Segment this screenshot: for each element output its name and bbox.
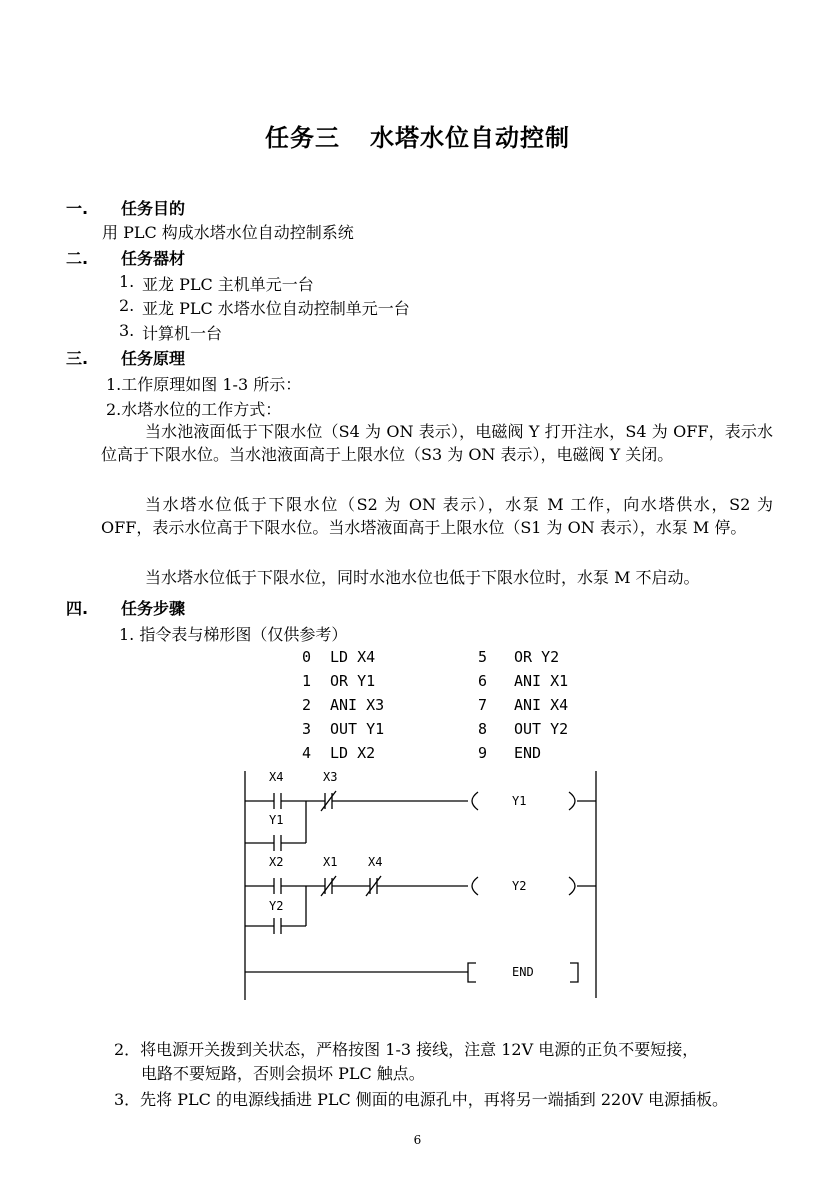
instruction-number: 7 — [478, 696, 488, 714]
page-number: 6 — [413, 1133, 422, 1147]
step3: 3．先将 PLC 的电源线插进 PLC 侧面的电源孔中，再将另一端插到 220V 电源插板。 — [114, 1090, 729, 1109]
list-item: 亚龙 PLC 水塔水位自动控制单元一台 — [142, 299, 410, 318]
coil-label-y1: Y1 — [512, 794, 527, 808]
principle-item1: 1.工作原理如图 1-3 所示： — [106, 375, 302, 394]
instruction-number: 2 — [302, 696, 312, 714]
principle-paragraph-3: 当水塔水位低于下限水位，同时水池水位也低于下限水位时，水泵 M 不启动。 — [145, 568, 700, 587]
instruction-op: OR Y1 — [330, 672, 376, 690]
instruction-number: 4 — [302, 744, 312, 762]
section1-number: 一. — [66, 199, 89, 218]
coil-label-y2: Y2 — [512, 879, 527, 893]
instruction-number: 3 — [302, 720, 312, 738]
step2-line1: 2．将电源开关拨到关状态，严格按图 1-3 接线，注意 12V 电源的正负不要短接， — [114, 1040, 699, 1059]
label-y1: Y1 — [269, 813, 284, 827]
instruction-number: 5 — [478, 648, 488, 666]
title-part1: 任务三 — [265, 124, 340, 152]
instruction-number: 9 — [478, 744, 488, 762]
label-y2: Y2 — [269, 899, 284, 913]
list-item-number: 2. — [119, 296, 135, 315]
principle-paragraph-2: 当水塔水位低于下限水位（S2 为 ON 表示），水泵 M 工作，向水塔供水，S2 为 OFF，表示水位高于下限水位。当水塔液面高于上限水位（S1 为 ON 表示），水泵 M 停。 — [101, 495, 773, 537]
section2-heading: 任务器材 — [121, 249, 186, 268]
instruction-number: 1 — [302, 672, 312, 690]
principle-item2: 2.水塔水位的工作方式： — [106, 400, 282, 419]
end-bracket-left — [468, 963, 476, 982]
instruction-op: LD X4 — [330, 648, 376, 666]
instruction-op: ANI X3 — [330, 696, 385, 714]
section4-heading: 任务步骤 — [121, 599, 186, 618]
section3-heading: 任务原理 — [121, 349, 186, 368]
list-item-number: 1. — [119, 272, 135, 291]
coil-y1-right — [569, 792, 575, 810]
instruction-op: ANI X4 — [514, 696, 569, 714]
section2-number: 二. — [66, 249, 89, 268]
label-x3: X3 — [323, 770, 338, 784]
coil-y2-left — [472, 877, 478, 895]
label-x1: X1 — [323, 855, 338, 869]
step1-heading: 1. 指令表与梯形图（仅供参考） — [119, 625, 348, 644]
instruction-op: OUT Y2 — [514, 720, 569, 738]
end-bracket-right — [570, 963, 578, 982]
instruction-op: END — [514, 744, 542, 762]
instruction-number: 8 — [478, 720, 488, 738]
coil-y1-left — [472, 792, 478, 810]
title-part2: 水塔水位自动控制 — [370, 124, 570, 152]
instruction-op: LD X2 — [330, 744, 376, 762]
list-item: 亚龙 PLC 主机单元一台 — [142, 275, 314, 294]
instruction-op: ANI X1 — [514, 672, 569, 690]
section1-heading: 任务目的 — [121, 199, 186, 218]
label-x4-r2: X4 — [368, 855, 383, 869]
principle-paragraph-1: 当水池液面低于下限水位（S4 为 ON 表示），电磁阀 Y 打开注水，S4 为 OFF，表示水位高于下限水位。当水池液面高于上限水位（S3 为 ON 表示），电磁阀 Y 关闭。 — [101, 422, 773, 464]
label-x4-r1: X4 — [269, 770, 284, 784]
instruction-number: 6 — [478, 672, 488, 690]
step2-line2: 电路不要短路，否则会损坏 PLC 触点。 — [141, 1064, 425, 1083]
section1-body: 用 PLC 构成水塔水位自动控制系统 — [102, 223, 354, 242]
label-x2: X2 — [269, 855, 284, 869]
list-item-number: 3. — [119, 321, 135, 340]
list-item: 计算机一台 — [142, 324, 223, 343]
coil-y2-right — [569, 877, 575, 895]
instruction-op: OR Y2 — [514, 648, 560, 666]
instruction-number: 0 — [302, 648, 312, 666]
section3-number: 三. — [66, 349, 89, 368]
instruction-op: OUT Y1 — [330, 720, 385, 738]
end-label: END — [512, 965, 534, 979]
section4-number: 四. — [66, 599, 89, 618]
